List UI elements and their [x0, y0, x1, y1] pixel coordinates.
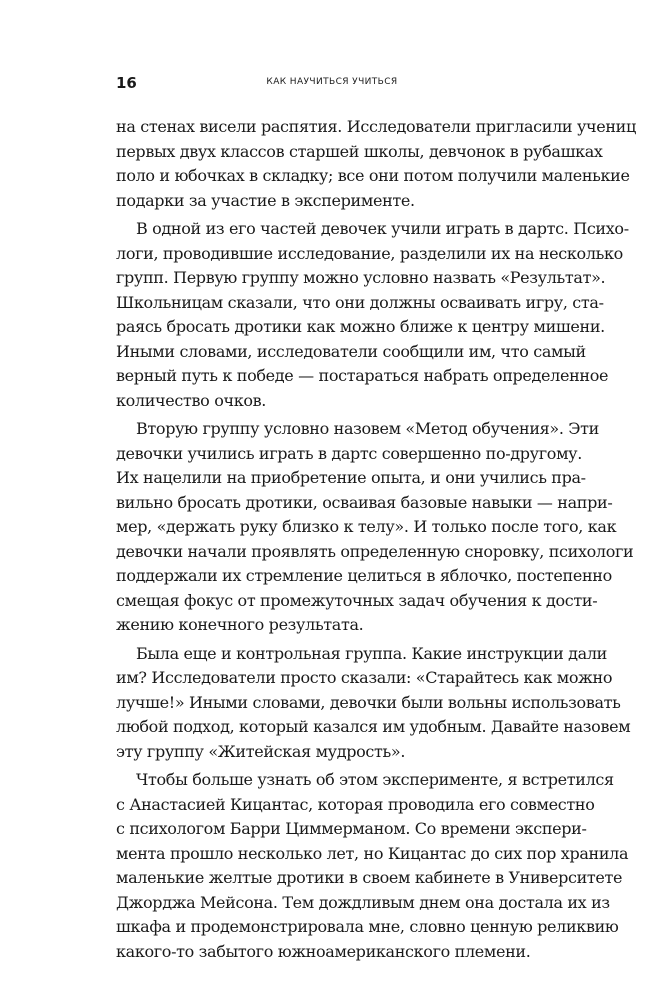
text-line: мента прошло несколько лет, но Кицантас до сих пор хранила	[116, 843, 629, 863]
text-line: эту группу «Житейская мудрость».	[116, 741, 406, 761]
page-number: 16	[116, 74, 137, 92]
text-line: любой подход, который казался им удобным. Давайте назовем	[116, 717, 631, 736]
text-line: девочки учились играть в дартс совершенно по-другому.	[116, 443, 582, 463]
paragraph	[116, 642, 631, 765]
text-line: верный путь к победе — постараться набрать определенное	[116, 366, 609, 385]
page-header	[116, 74, 548, 94]
text-line: логи, проводившие исследование, разделили их на несколько	[116, 243, 623, 263]
text-line: В одной из его частей девочек учили играть в дартс. Психо-	[136, 219, 629, 238]
text-line: Была еще и контрольная группа. Какие инструкции дали	[136, 643, 607, 663]
text-line: какого-то забытого южноамериканского племени.	[116, 941, 531, 961]
text-line: Их нацелили на приобретение опыта, и они учились пра-	[116, 468, 586, 487]
paragraph	[116, 768, 629, 964]
text-line: жению конечного результата.	[116, 615, 364, 634]
paragraph	[116, 217, 629, 413]
running-title: КАК НАУЧИТЬСЯ УЧИТЬСЯ	[266, 77, 398, 87]
text-line: Школьницам сказали, что они должны осваивать игру, ста-	[116, 292, 604, 312]
text-line: вильно бросать дротики, осваивая базовые навыки — напри-	[116, 492, 613, 512]
text-line: Чтобы больше узнать об этом эксперименте, я встретился	[136, 770, 614, 789]
text-line: девочки начали проявлять определенную сноровку, психологи	[116, 541, 634, 561]
text-line: раясь бросать дротики как можно ближе к центру мишени.	[116, 317, 605, 336]
text-line: мер, «держать руку близко к телу». И только после того, как	[116, 517, 617, 536]
text-line: смещая фокус от промежуточных задач обучения к дости-	[116, 590, 598, 610]
text-line: Вторую группу условно назовем «Метод обучения». Эти	[136, 419, 599, 438]
text-line: поддержали их стремление целиться в яблочко, постепенно	[116, 566, 612, 585]
paragraph	[116, 115, 636, 213]
text-line: на стенах висели распятия. Исследователи пригласили учениц	[116, 117, 636, 136]
paragraph	[116, 417, 634, 638]
text-line: первых двух классов старшей школы, девчонок в рубашках	[116, 141, 603, 161]
text-line: групп. Первую группу можно условно назвать «Результат».	[116, 268, 606, 287]
text-line: поло и юбочках в складку; все они потом получили маленькие	[116, 166, 630, 185]
body-text	[116, 115, 636, 968]
text-line: шкафа и продемонстрировала мне, словно ценную реликвию	[116, 917, 619, 936]
text-line: Джорджа Мейсона. Тем дождливым днем она достала их из	[116, 892, 610, 912]
text-line: лучше!» Иными словами, девочки были вольны использовать	[116, 692, 621, 712]
text-line: Иными словами, исследователи сообщили им, что самый	[116, 341, 586, 361]
text-line: подарки за участие в эксперименте.	[116, 190, 415, 210]
text-line: маленькие желтые дротики в своем кабинете в Университете	[116, 868, 623, 887]
text-line: количество очков.	[116, 390, 267, 410]
text-line: с психологом Барри Циммерманом. Со времени экспери-	[116, 819, 587, 838]
text-line: им? Исследователи просто сказали: «Старайтесь как можно	[116, 668, 613, 687]
text-line: с Анастасией Кицантас, которая проводила его совместно	[116, 794, 595, 814]
